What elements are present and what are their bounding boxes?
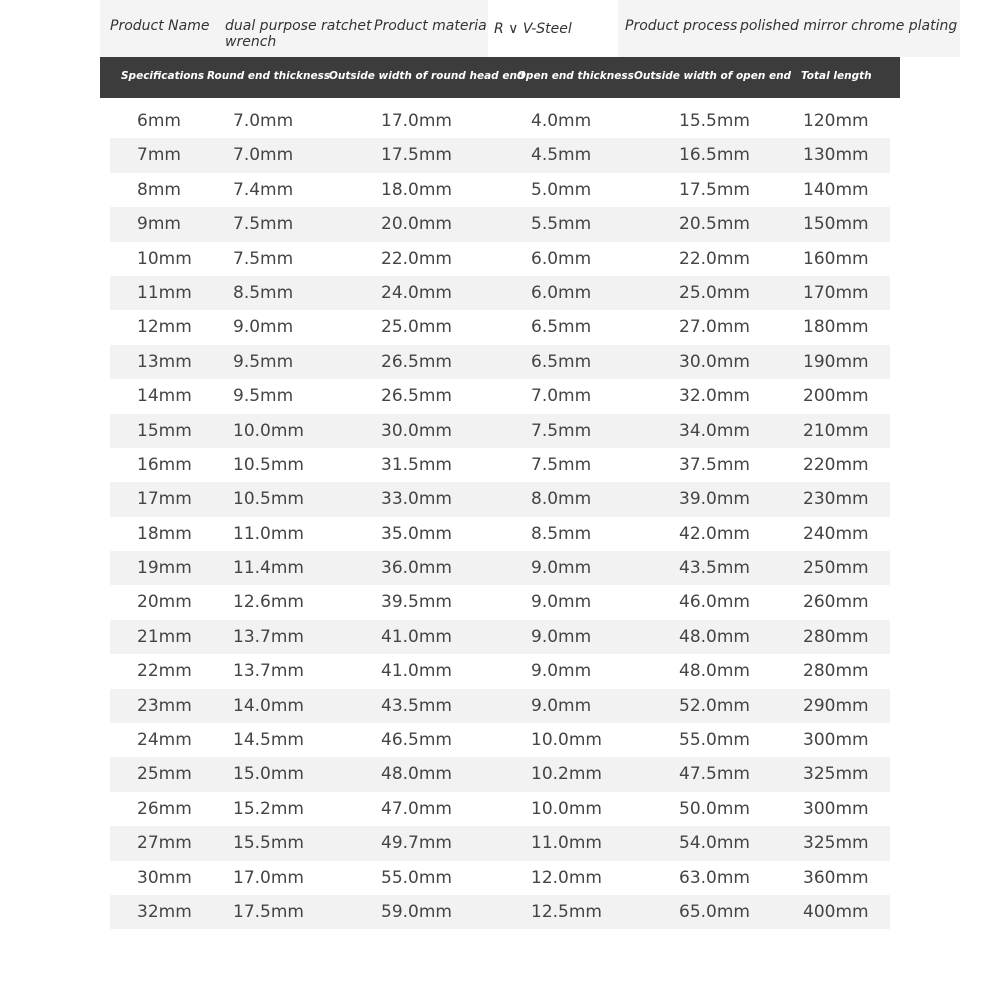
cell-size: 11mm bbox=[137, 282, 192, 303]
cell-open-end-width: 34.0mm bbox=[679, 420, 750, 441]
cell-open-end-width: 25.0mm bbox=[679, 282, 750, 303]
table-row bbox=[110, 585, 890, 619]
cell-round-end-thickness: 10.0mm bbox=[233, 420, 304, 441]
cell-open-end-width: 17.5mm bbox=[679, 179, 750, 200]
cell-round-head-width: 24.0mm bbox=[381, 282, 452, 303]
cell-size: 26mm bbox=[137, 798, 192, 819]
cell-open-end-width: 42.0mm bbox=[679, 523, 750, 544]
cell-round-end-thickness: 13.7mm bbox=[233, 661, 304, 682]
table-row bbox=[110, 276, 890, 310]
cell-total-length: 240mm bbox=[803, 523, 869, 544]
cell-size: 20mm bbox=[137, 592, 192, 613]
cell-open-end-thickness: 4.5mm bbox=[531, 145, 592, 166]
cell-total-length: 230mm bbox=[803, 489, 869, 510]
cell-total-length: 300mm bbox=[803, 730, 869, 751]
cell-size: 16mm bbox=[137, 454, 192, 475]
cell-round-end-thickness: 8.5mm bbox=[233, 282, 294, 303]
cell-size: 30mm bbox=[137, 867, 192, 888]
table-row bbox=[110, 895, 890, 929]
cell-total-length: 200mm bbox=[803, 386, 869, 407]
table-row bbox=[110, 379, 890, 413]
cell-total-length: 170mm bbox=[803, 282, 869, 303]
table-row bbox=[110, 448, 890, 482]
cell-open-end-width: 30.0mm bbox=[679, 351, 750, 372]
cell-size: 7mm bbox=[137, 145, 181, 166]
cell-open-end-thickness: 4.0mm bbox=[531, 111, 592, 131]
cell-round-head-width: 41.0mm bbox=[381, 661, 452, 682]
cell-size: 15mm bbox=[137, 420, 192, 441]
cell-open-end-thickness: 9.0mm bbox=[531, 661, 592, 682]
cell-open-end-thickness: 9.0mm bbox=[531, 626, 592, 647]
cell-round-head-width: 59.0mm bbox=[381, 901, 452, 922]
cell-total-length: 300mm bbox=[803, 798, 869, 819]
cell-open-end-width: 15.5mm bbox=[679, 111, 750, 131]
product-info-bar bbox=[100, 0, 960, 57]
table-row bbox=[110, 104, 890, 138]
cell-size: 9mm bbox=[137, 214, 181, 235]
cell-round-head-width: 20.0mm bbox=[381, 214, 452, 235]
cell-round-head-width: 25.0mm bbox=[381, 317, 452, 338]
cell-open-end-width: 48.0mm bbox=[679, 661, 750, 682]
cell-size: 10mm bbox=[137, 248, 192, 269]
cell-open-end-thickness: 12.0mm bbox=[531, 867, 602, 888]
cell-open-end-thickness: 6.0mm bbox=[531, 282, 592, 303]
cell-open-end-width: 63.0mm bbox=[679, 867, 750, 888]
cell-round-end-thickness: 7.0mm bbox=[233, 145, 294, 166]
cell-open-end-thickness: 7.5mm bbox=[531, 454, 592, 475]
header-open-end-thickness: Open end thickness bbox=[517, 70, 634, 82]
cell-round-end-thickness: 15.5mm bbox=[233, 833, 304, 854]
product-process-label: Product process bbox=[625, 18, 738, 34]
cell-open-end-width: 22.0mm bbox=[679, 248, 750, 269]
cell-round-end-thickness: 7.5mm bbox=[233, 248, 294, 269]
cell-total-length: 360mm bbox=[803, 867, 869, 888]
cell-open-end-width: 37.5mm bbox=[679, 454, 750, 475]
cell-round-head-width: 39.5mm bbox=[381, 592, 452, 613]
cell-open-end-thickness: 8.5mm bbox=[531, 523, 592, 544]
cell-total-length: 180mm bbox=[803, 317, 869, 338]
cell-open-end-thickness: 6.5mm bbox=[531, 317, 592, 338]
table-row bbox=[110, 345, 890, 379]
cell-open-end-width: 48.0mm bbox=[679, 626, 750, 647]
product-material-label: Product materia bbox=[374, 18, 487, 34]
cell-round-end-thickness: 17.5mm bbox=[233, 901, 304, 922]
cell-open-end-thickness: 11.0mm bbox=[531, 833, 602, 854]
cell-round-end-thickness: 7.4mm bbox=[233, 179, 294, 200]
cell-open-end-thickness: 10.2mm bbox=[531, 764, 602, 785]
cell-round-head-width: 55.0mm bbox=[381, 867, 452, 888]
cell-total-length: 160mm bbox=[803, 248, 869, 269]
table-row bbox=[110, 173, 890, 207]
cell-round-head-width: 17.5mm bbox=[381, 145, 452, 166]
cell-round-head-width: 17.0mm bbox=[381, 111, 452, 131]
cell-round-head-width: 18.0mm bbox=[381, 179, 452, 200]
cell-round-head-width: 43.5mm bbox=[381, 695, 452, 716]
cell-size: 18mm bbox=[137, 523, 192, 544]
cell-round-head-width: 36.0mm bbox=[381, 558, 452, 579]
spec-table bbox=[110, 104, 890, 929]
header-open-end-width: Outside width of open end bbox=[634, 70, 792, 82]
table-row bbox=[110, 138, 890, 172]
cell-open-end-width: 54.0mm bbox=[679, 833, 750, 854]
cell-open-end-width: 32.0mm bbox=[679, 386, 750, 407]
cell-round-end-thickness: 14.5mm bbox=[233, 730, 304, 751]
table-row bbox=[110, 482, 890, 516]
cell-open-end-width: 16.5mm bbox=[679, 145, 750, 166]
cell-open-end-width: 47.5mm bbox=[679, 764, 750, 785]
cell-round-head-width: 49.7mm bbox=[381, 833, 452, 854]
header-specifications: Specifications bbox=[121, 70, 205, 82]
cell-round-end-thickness: 9.5mm bbox=[233, 386, 294, 407]
table-row bbox=[110, 654, 890, 688]
cell-total-length: 130mm bbox=[803, 145, 869, 166]
cell-total-length: 120mm bbox=[803, 111, 869, 131]
cell-open-end-width: 43.5mm bbox=[679, 558, 750, 579]
cell-size: 8mm bbox=[137, 179, 181, 200]
cell-total-length: 290mm bbox=[803, 695, 869, 716]
cell-round-head-width: 26.5mm bbox=[381, 386, 452, 407]
cell-round-end-thickness: 11.4mm bbox=[233, 558, 304, 579]
cell-open-end-thickness: 9.0mm bbox=[531, 558, 592, 579]
cell-size: 13mm bbox=[137, 351, 192, 372]
cell-open-end-thickness: 7.5mm bbox=[531, 420, 592, 441]
table-row bbox=[110, 207, 890, 241]
cell-open-end-width: 50.0mm bbox=[679, 798, 750, 819]
cell-open-end-width: 55.0mm bbox=[679, 730, 750, 751]
table-row bbox=[110, 620, 890, 654]
cell-open-end-thickness: 7.0mm bbox=[531, 386, 592, 407]
cell-open-end-width: 65.0mm bbox=[679, 901, 750, 922]
cell-size: 19mm bbox=[137, 558, 192, 579]
cell-open-end-width: 27.0mm bbox=[679, 317, 750, 338]
cell-total-length: 325mm bbox=[803, 764, 869, 785]
table-row bbox=[110, 551, 890, 585]
cell-total-length: 250mm bbox=[803, 558, 869, 579]
cell-round-head-width: 41.0mm bbox=[381, 626, 452, 647]
table-row bbox=[110, 757, 890, 791]
cell-size: 22mm bbox=[137, 661, 192, 682]
cell-open-end-thickness: 8.0mm bbox=[531, 489, 592, 510]
cell-open-end-width: 20.5mm bbox=[679, 214, 750, 235]
cell-open-end-thickness: 10.0mm bbox=[531, 730, 602, 751]
cell-open-end-width: 39.0mm bbox=[679, 489, 750, 510]
cell-size: 17mm bbox=[137, 489, 192, 510]
table-row bbox=[110, 723, 890, 757]
cell-round-end-thickness: 13.7mm bbox=[233, 626, 304, 647]
cell-round-end-thickness: 9.0mm bbox=[233, 317, 294, 338]
cell-total-length: 260mm bbox=[803, 592, 869, 613]
cell-total-length: 190mm bbox=[803, 351, 869, 372]
cell-round-end-thickness: 7.5mm bbox=[233, 214, 294, 235]
cell-open-end-thickness: 6.0mm bbox=[531, 248, 592, 269]
header-total-length: Total length bbox=[801, 70, 872, 82]
cell-size: 21mm bbox=[137, 626, 192, 647]
cell-size: 32mm bbox=[137, 901, 192, 922]
cell-round-end-thickness: 14.0mm bbox=[233, 695, 304, 716]
cell-round-end-thickness: 15.2mm bbox=[233, 798, 304, 819]
cell-size: 12mm bbox=[137, 317, 192, 338]
cell-round-end-thickness: 12.6mm bbox=[233, 592, 304, 613]
table-row bbox=[110, 689, 890, 723]
cell-round-head-width: 31.5mm bbox=[381, 454, 452, 475]
cell-open-end-thickness: 9.0mm bbox=[531, 695, 592, 716]
header-round-end-thickness: Round end thickness bbox=[207, 70, 331, 82]
product-material-cell bbox=[488, 0, 618, 57]
cell-round-head-width: 48.0mm bbox=[381, 764, 452, 785]
cell-size: 14mm bbox=[137, 386, 192, 407]
cell-total-length: 220mm bbox=[803, 454, 869, 475]
cell-round-head-width: 46.5mm bbox=[381, 730, 452, 751]
product-material-value: R ∨ V-Steel bbox=[494, 21, 572, 37]
cell-round-end-thickness: 7.0mm bbox=[233, 111, 294, 131]
cell-round-head-width: 47.0mm bbox=[381, 798, 452, 819]
cell-total-length: 210mm bbox=[803, 420, 869, 441]
cell-round-head-width: 33.0mm bbox=[381, 489, 452, 510]
cell-open-end-thickness: 10.0mm bbox=[531, 798, 602, 819]
cell-round-head-width: 26.5mm bbox=[381, 351, 452, 372]
cell-open-end-thickness: 6.5mm bbox=[531, 351, 592, 372]
table-row bbox=[110, 826, 890, 860]
product-name-label: Product Name bbox=[110, 18, 210, 34]
cell-size: 25mm bbox=[137, 764, 192, 785]
cell-round-end-thickness: 10.5mm bbox=[233, 489, 304, 510]
cell-open-end-width: 52.0mm bbox=[679, 695, 750, 716]
cell-size: 6mm bbox=[137, 111, 181, 131]
table-row bbox=[110, 310, 890, 344]
cell-size: 23mm bbox=[137, 695, 192, 716]
header-round-head-width: Outside width of round head end bbox=[329, 70, 525, 82]
cell-size: 27mm bbox=[137, 833, 192, 854]
cell-round-end-thickness: 11.0mm bbox=[233, 523, 304, 544]
product-process-value: polished mirror chrome plating bbox=[740, 18, 958, 34]
cell-round-end-thickness: 9.5mm bbox=[233, 351, 294, 372]
cell-total-length: 140mm bbox=[803, 179, 869, 200]
cell-total-length: 150mm bbox=[803, 214, 869, 235]
product-name-value: dual purpose ratchet wrench bbox=[225, 18, 372, 50]
cell-open-end-thickness: 9.0mm bbox=[531, 592, 592, 613]
cell-open-end-thickness: 5.0mm bbox=[531, 179, 592, 200]
cell-open-end-thickness: 5.5mm bbox=[531, 214, 592, 235]
table-row bbox=[110, 414, 890, 448]
cell-total-length: 280mm bbox=[803, 661, 869, 682]
cell-round-end-thickness: 17.0mm bbox=[233, 867, 304, 888]
cell-total-length: 325mm bbox=[803, 833, 869, 854]
cell-round-head-width: 30.0mm bbox=[381, 420, 452, 441]
table-row bbox=[110, 242, 890, 276]
cell-total-length: 400mm bbox=[803, 901, 869, 922]
cell-round-end-thickness: 10.5mm bbox=[233, 454, 304, 475]
cell-size: 24mm bbox=[137, 730, 192, 751]
cell-total-length: 280mm bbox=[803, 626, 869, 647]
table-row bbox=[110, 517, 890, 551]
cell-round-head-width: 35.0mm bbox=[381, 523, 452, 544]
cell-round-head-width: 22.0mm bbox=[381, 248, 452, 269]
table-row bbox=[110, 792, 890, 826]
cell-open-end-width: 46.0mm bbox=[679, 592, 750, 613]
spec-table-header bbox=[100, 57, 900, 98]
cell-round-end-thickness: 15.0mm bbox=[233, 764, 304, 785]
table-row bbox=[110, 861, 890, 895]
cell-open-end-thickness: 12.5mm bbox=[531, 901, 602, 922]
